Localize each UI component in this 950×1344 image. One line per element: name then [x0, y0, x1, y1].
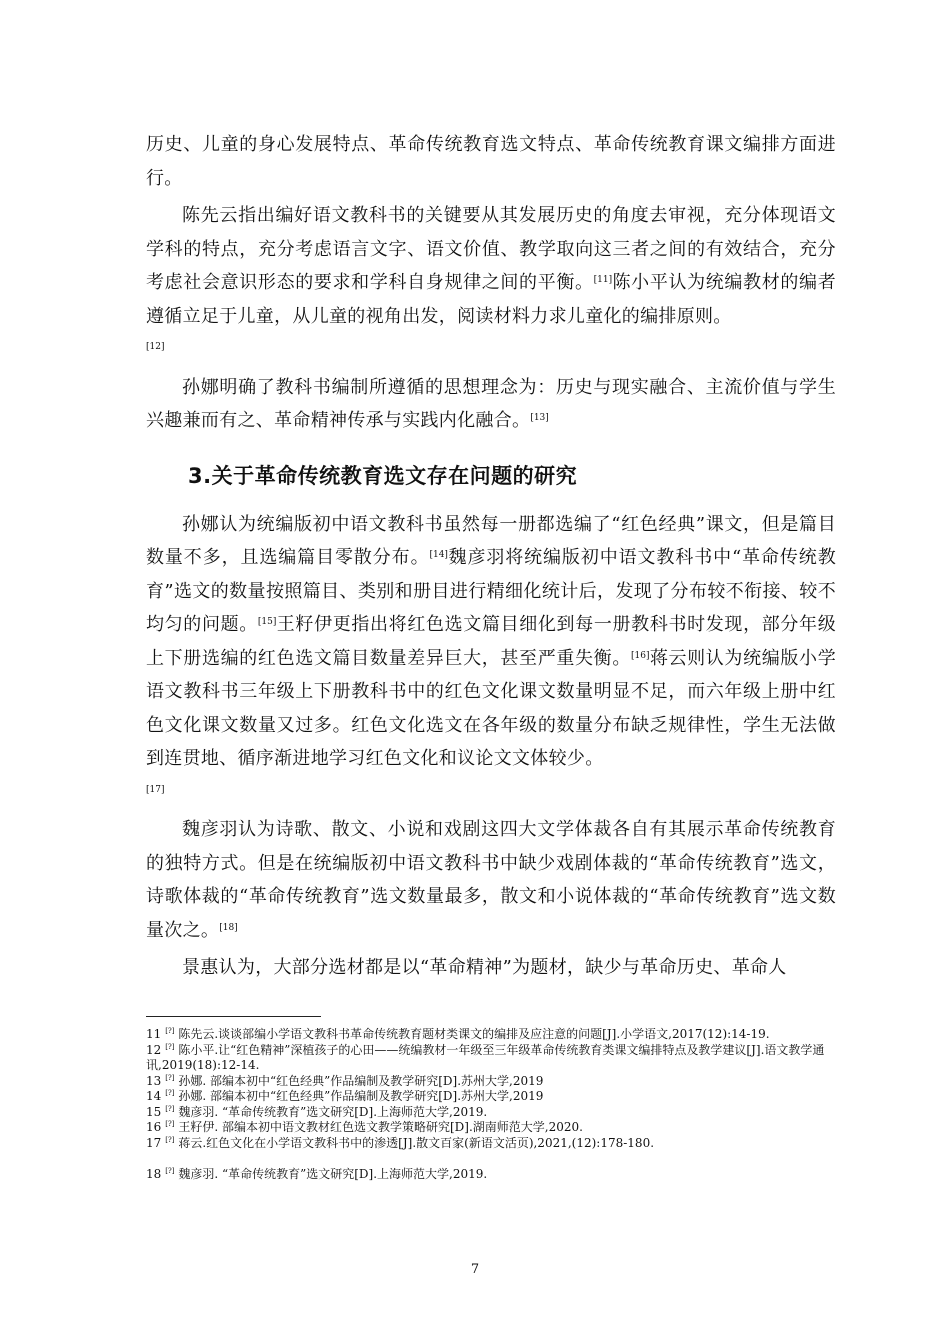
citation-ref: [18] [219, 922, 238, 933]
footnote: 16 [?] 王籽伊. 部编本初中语文教材红色选文教学策略研究[D].湖南师范大学,2020. [146, 1120, 583, 1134]
citation-ref: [16] [630, 650, 650, 661]
citation-ref: [13] [530, 413, 549, 423]
paragraph: 孙娜认为统编版初中语文教科书虽然每一册都选编了“红色经典”课文，但是篇目数量不多，且选编篇目零散分布。[14]魏彦羽将统编版初中语文教科书中“革命传统教育”选文的数量按照篇目、类别和册目进行精细化统计后，发现了分布较不衔接、较不均匀的问题。[15]王籽伊更指出将红色选文篇目细化到每一册教科书时发现，部分年级上下册选编的红色选文篇目数量差异巨大，甚至严重失衡。[16]蒋云则认为统编版小学语文教科书三年级上下册教科书中的红色文化课文数量明显不足，而六年级上册中红色文化课文数量又过多。红色文化选文在各年级的数量分布缺乏规律性，学生无法做到连贯地、循序渐进地学习红色文化和议论文文体较少。 [17] [146, 513, 837, 795]
footnote: 12 [?] 陈小平.让“红色精神”深植孩子的心田——统编教材一年级至三年级革命传统教育类课文编排特点及教学建议[J].语文教学通讯,2019(18):12-14. [146, 1042, 825, 1072]
citation-ref: [11] [593, 275, 613, 285]
citation-ref: [15] [257, 617, 277, 627]
footnotes [146, 1027, 846, 1183]
footnote: 13 [?] 孙娜. 部编本初中“红色经典”作品编制及教学研究[D].苏州大学,2019 [146, 1073, 544, 1088]
paragraph: 景惠认为，大部分选材都是以“革命精神”为题材，缺少与革命历史、革命人 [182, 957, 787, 978]
page-number: 7 [470, 1262, 480, 1277]
paragraph: 魏彦羽认为诗歌、散文、小说和戏剧这四大文学体裁各自有其展示革命传统教育的独特方式。但是在统编版初中语文教科书中缺少戏剧体裁的“革命传统教育”选文，诗歌体裁的“革命传统教育”选文数量最多，散文和小说体裁的“革命传统教育”选文数量次之。[18] [146, 819, 836, 941]
footnote-divider [146, 1016, 321, 1017]
section-heading: 3.关于革命传统教育选文存在问题的研究 [188, 463, 578, 488]
paragraph: 孙娜明确了教科书编制所遵循的思想理念为：历史与现实融合、主流价值与学生兴趣兼而有之、革命精神传承与实践内化融合。[13] [146, 376, 836, 431]
footnote: 18 [?] 魏彦羽. “革命传统教育”选文研究[D].上海师范大学,2019. [146, 1167, 488, 1181]
footnote: 17 [?] 蒋云.红色文化在小学语文教科书中的渗透[J].散文百家(新语文活页),2021,(12):178-180. [146, 1135, 655, 1150]
paragraph: 历史、儿童的身心发展特点、革命传统教育选文特点、革命传统教育课文编排方面进行。 [146, 134, 836, 189]
footnote: 14 [?] 孙娜. 部编本初中“红色经典”作品编制及教学研究[D].苏州大学,2019 [146, 1089, 544, 1103]
body-text [146, 128, 836, 989]
citation-ref: [17] [146, 784, 165, 795]
footnote: 15 [?] 魏彦羽. “革命传统教育”选文研究[D].上海师范大学,2019. [146, 1104, 488, 1119]
footnote: 11 [?] 陈先云.谈谈部编小学语文教科书革命传统教育题材类课文的编排及应注意的问题[J].小学语文,2017(12):14-19. [146, 1027, 770, 1041]
citation-ref: [14] [429, 550, 448, 560]
paragraph: 陈先云指出编好语文教科书的关键要从其发展历史的角度去审视，充分体现语文学科的特点，充分考虑语言文字、语文价值、教学取向这三者之间的有效结合，充分考虑社会意识形态的要求和学科自身规律之间的平衡。[11]陈小平认为统编教材的编者遵循立足于儿童，从儿童的视角出发，阅读材料力求儿童化的编排原则。 [12] [146, 205, 836, 352]
citation-ref: [12] [146, 342, 165, 352]
